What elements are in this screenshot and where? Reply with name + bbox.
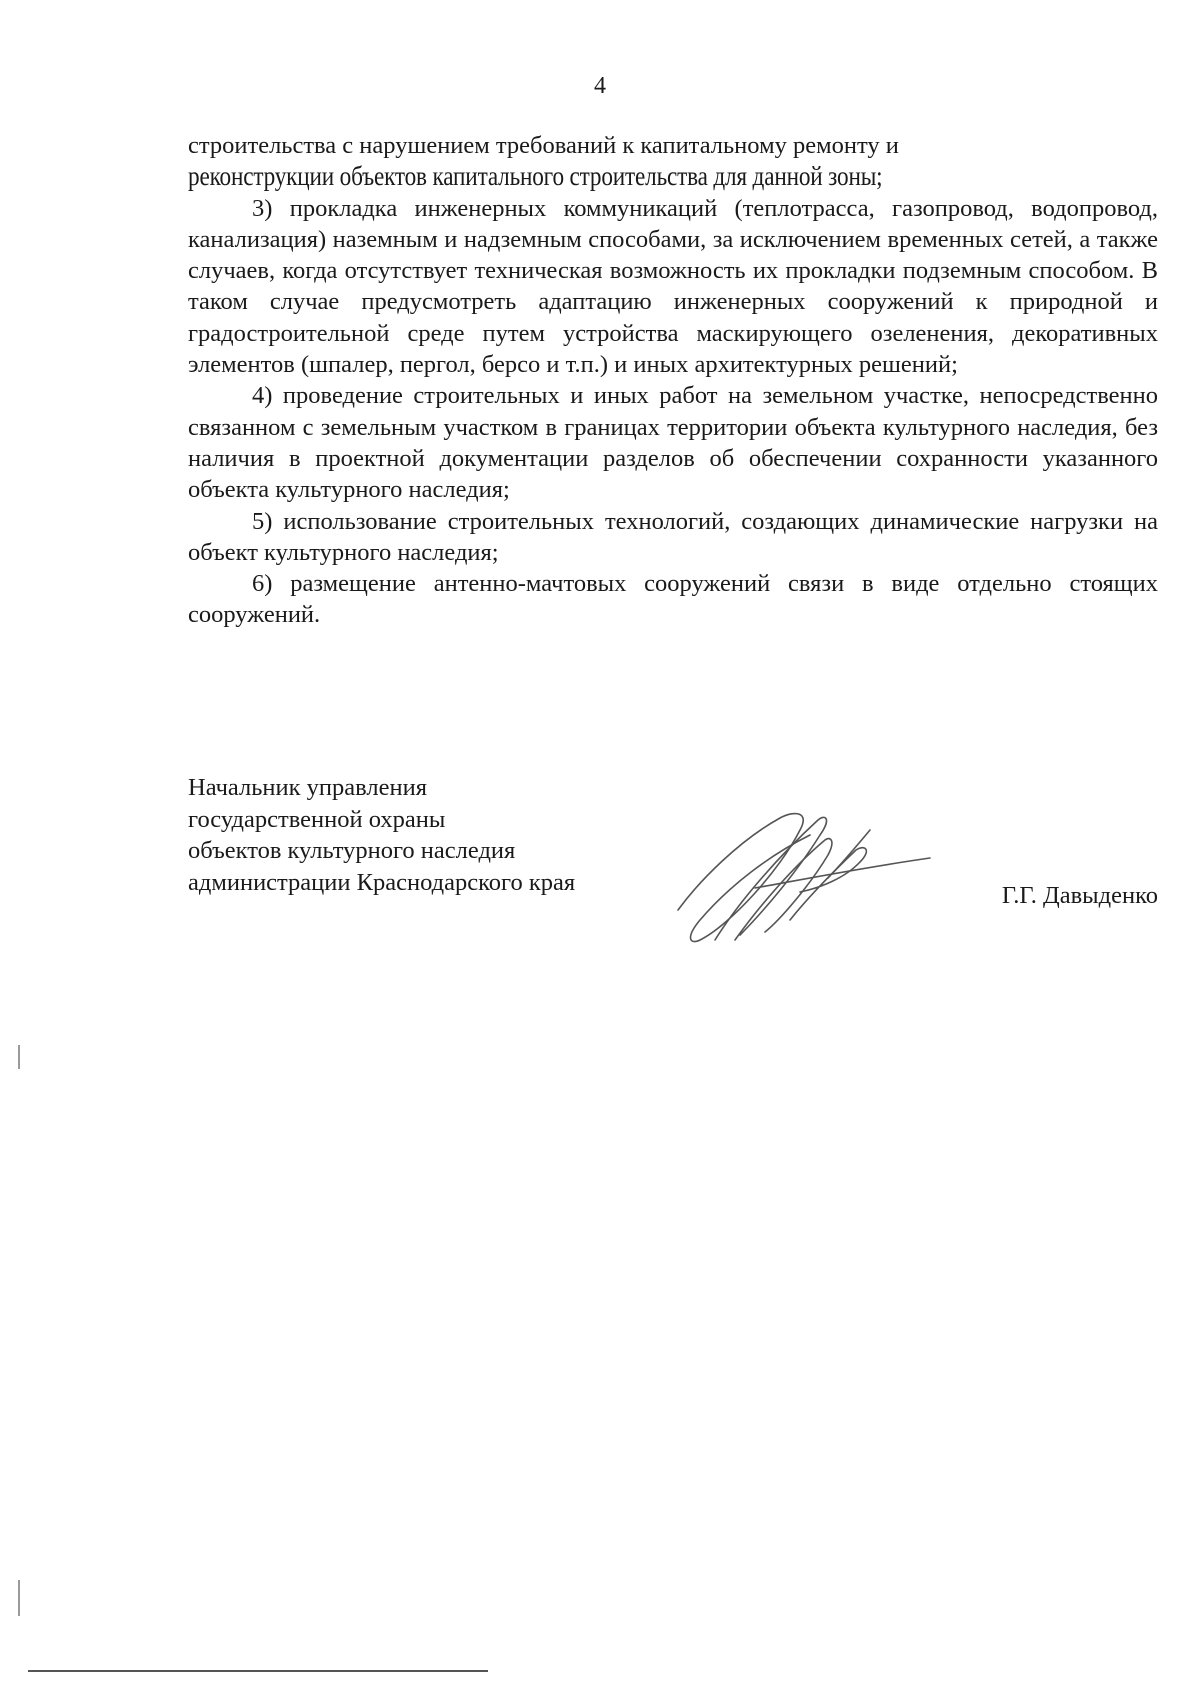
list-item-6: 6) размещение антенно-мачтовых сооружений связи в виде отдельно стоящих сооружений. <box>188 570 1158 629</box>
list-item-4: 4) проведение строительных и иных работ на земельном участке, непосредственно связанном с земельным участком в границах территории объекта культурного наследия, без наличия в проектной документации разделов об обеспечении сохранности указанного объекта культурного наследия; <box>188 382 1158 504</box>
continuation-condensed-line: реконструкции объектов капитального строительства для данной зоны; <box>188 161 883 192</box>
list-item-5: 5) использование строительных технологий, создающих динамические нагрузки на объект культурного наследия; <box>188 507 1158 566</box>
signer-name: Г.Г. Давыденко <box>1001 882 1158 909</box>
scan-artifact <box>18 1580 20 1616</box>
continuation-paragraph <box>188 130 1158 193</box>
page-number: 4 <box>594 73 606 99</box>
position-line: государственной охраны <box>188 805 446 833</box>
continuation-line: строительства с нарушением требований к капитальному ремонту и <box>188 132 899 159</box>
document-body <box>188 130 1158 631</box>
footer-rule <box>28 1670 488 1672</box>
handwritten-signature <box>660 800 960 950</box>
list-item-3: 3) прокладка инженерных коммуникаций (теплотрасса, газопровод, водопровод, канализация) наземным и надземным способами, за исключением временных сетей, а также случаев, когда отсутствует техническая возможность их прокладки подземным способом. В таком случае предусмотреть адаптацию инженерных сооружений к природной и градостроительной среде путем устройства маскирующего озеленения, декоративных элементов (шпалер, пергол, берсо и т.п.) и иных архитектурных решений; <box>188 194 1158 379</box>
scan-artifact <box>18 1045 20 1069</box>
position-line: Начальник управления <box>188 774 427 801</box>
position-line: администрации Краснодарского края <box>188 868 576 896</box>
position-line: объектов культурного наследия <box>188 837 516 864</box>
